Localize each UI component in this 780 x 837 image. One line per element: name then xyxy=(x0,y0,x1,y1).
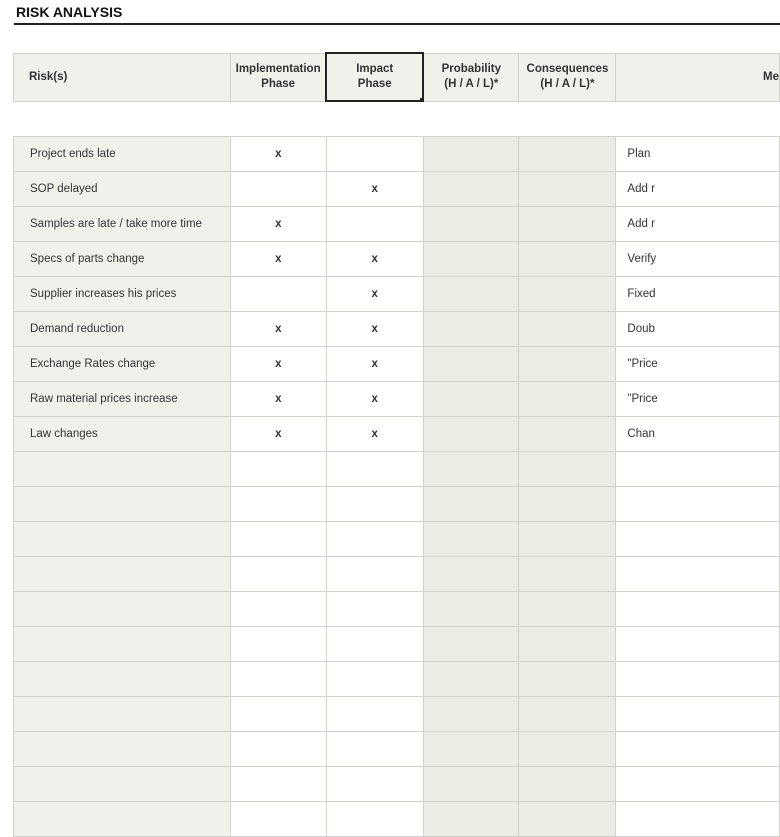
probability-cell[interactable] xyxy=(423,627,519,662)
measure-cell[interactable] xyxy=(616,732,780,767)
consequences-cell[interactable] xyxy=(519,522,616,557)
measure-text: Chan xyxy=(627,427,655,440)
table-row xyxy=(14,417,780,452)
header-consequences-line2: (H / A / L)* xyxy=(540,78,595,90)
probability-cell[interactable] xyxy=(423,732,519,767)
impact-cell[interactable] xyxy=(326,487,423,522)
measure-cell[interactable] xyxy=(616,592,780,627)
probability-cell[interactable] xyxy=(423,207,519,242)
consequences-cell[interactable] xyxy=(519,627,616,662)
risk-cell[interactable] xyxy=(14,732,231,767)
probability-cell[interactable] xyxy=(423,172,519,207)
probability-cell[interactable] xyxy=(423,347,519,382)
risk-cell[interactable] xyxy=(14,627,231,662)
table-row xyxy=(14,522,780,557)
measure-cell[interactable] xyxy=(616,767,780,802)
probability-cell[interactable] xyxy=(423,557,519,592)
implementation-cell[interactable] xyxy=(230,627,326,662)
impact-cell[interactable] xyxy=(326,767,423,802)
consequences-cell[interactable] xyxy=(519,452,616,487)
measure-text: "Price xyxy=(627,392,658,405)
consequences-cell[interactable] xyxy=(519,732,616,767)
probability-cell[interactable] xyxy=(423,452,519,487)
measure-cell[interactable] xyxy=(616,417,780,452)
table-row xyxy=(14,627,780,662)
risk-cell[interactable] xyxy=(14,557,231,592)
implementation-cell[interactable] xyxy=(230,557,326,592)
risk-cell[interactable] xyxy=(14,452,231,487)
impact-cell[interactable] xyxy=(326,732,423,767)
table-row xyxy=(14,767,780,802)
consequences-cell[interactable] xyxy=(519,207,616,242)
measure-cell[interactable] xyxy=(616,557,780,592)
header-spacer xyxy=(14,101,780,137)
probability-cell[interactable] xyxy=(423,592,519,627)
implementation-cell[interactable] xyxy=(230,277,326,312)
impact-cell[interactable] xyxy=(326,557,423,592)
measure-text: Doub xyxy=(627,322,655,335)
measure-cell[interactable] xyxy=(616,487,780,522)
consequences-cell[interactable] xyxy=(519,592,616,627)
risk-cell[interactable]: Exchange Rates change xyxy=(14,347,231,382)
implementation-cell[interactable]: x xyxy=(230,417,326,452)
implementation-cell[interactable] xyxy=(230,767,326,802)
probability-cell[interactable] xyxy=(423,802,519,837)
impact-cell[interactable] xyxy=(326,802,423,837)
measure-text: Verify xyxy=(627,252,657,265)
impact-cell[interactable] xyxy=(326,452,423,487)
consequences-cell[interactable] xyxy=(519,557,616,592)
header-measures[interactable]: Me xyxy=(616,53,780,101)
implementation-cell[interactable]: x xyxy=(230,207,326,242)
header-risk[interactable]: Risk(s) xyxy=(14,53,231,101)
measure-cell[interactable] xyxy=(616,382,780,417)
header-probability-line2: (H / A / L)* xyxy=(444,78,499,90)
probability-cell[interactable] xyxy=(423,417,519,452)
risk-cell[interactable] xyxy=(14,767,231,802)
consequences-cell[interactable] xyxy=(519,802,616,837)
table-row xyxy=(14,697,780,732)
measure-text: Add r xyxy=(627,217,655,230)
implementation-cell[interactable] xyxy=(230,172,326,207)
probability-cell[interactable] xyxy=(423,697,519,732)
header-implementation-line2: Phase xyxy=(261,78,296,90)
measure-cell[interactable] xyxy=(616,207,780,242)
implementation-cell[interactable]: x xyxy=(230,382,326,417)
header-probability-line1: Probability xyxy=(441,63,502,75)
consequences-cell[interactable] xyxy=(519,662,616,697)
measure-cell[interactable] xyxy=(616,697,780,732)
probability-cell[interactable] xyxy=(423,662,519,697)
table-row xyxy=(14,312,780,347)
title-divider xyxy=(14,23,780,25)
impact-cell[interactable]: x xyxy=(326,312,423,347)
probability-cell[interactable] xyxy=(423,487,519,522)
consequences-cell[interactable] xyxy=(519,487,616,522)
table-row xyxy=(14,207,780,242)
consequences-cell[interactable] xyxy=(519,697,616,732)
probability-cell[interactable] xyxy=(423,137,519,172)
measure-text: Plan xyxy=(627,147,651,160)
table-row xyxy=(14,382,780,417)
risk-cell[interactable] xyxy=(14,522,231,557)
table-row xyxy=(14,347,780,382)
table-row xyxy=(14,662,780,697)
consequences-cell[interactable] xyxy=(519,172,616,207)
consequences-cell[interactable] xyxy=(519,242,616,277)
risk-cell[interactable] xyxy=(14,662,231,697)
header-row xyxy=(14,53,780,101)
table-row xyxy=(14,592,780,627)
risk-cell[interactable]: Project ends late xyxy=(14,137,231,172)
spacer-cell xyxy=(616,101,780,137)
selection-fill-handle[interactable] xyxy=(420,98,423,101)
table-row xyxy=(14,557,780,592)
risk-cell[interactable]: Specs of parts change xyxy=(14,242,231,277)
risk-cell[interactable] xyxy=(14,697,231,732)
impact-cell[interactable]: x xyxy=(326,242,423,277)
risk-cell[interactable]: Supplier increases his prices xyxy=(14,277,231,312)
probability-cell[interactable] xyxy=(423,312,519,347)
header-impact-line1: Impact xyxy=(356,63,394,75)
table-body xyxy=(14,101,780,837)
probability-cell[interactable] xyxy=(423,382,519,417)
probability-cell[interactable] xyxy=(423,522,519,557)
risk-cell[interactable]: Raw material prices increase xyxy=(14,382,231,417)
table-row xyxy=(14,172,780,207)
measure-cell[interactable] xyxy=(616,522,780,557)
page-title: RISK ANALYSIS xyxy=(16,4,123,20)
impact-cell[interactable]: x xyxy=(326,347,423,382)
header-consequences-line1: Consequences xyxy=(526,63,609,75)
implementation-cell[interactable] xyxy=(230,592,326,627)
measure-cell[interactable] xyxy=(616,172,780,207)
measure-cell[interactable] xyxy=(616,277,780,312)
impact-cell[interactable]: x xyxy=(326,277,423,312)
impact-cell[interactable] xyxy=(326,697,423,732)
measure-text: "Price xyxy=(627,357,658,370)
impact-cell[interactable]: x xyxy=(326,382,423,417)
impact-cell[interactable] xyxy=(326,137,423,172)
table-row xyxy=(14,277,780,312)
spacer-cell xyxy=(423,101,519,137)
risk-cell[interactable]: Law changes xyxy=(14,417,231,452)
risk-table xyxy=(13,52,780,837)
spacer-cell xyxy=(326,101,423,137)
header-consequences[interactable] xyxy=(519,53,616,101)
probability-cell[interactable] xyxy=(423,242,519,277)
implementation-cell[interactable] xyxy=(230,802,326,837)
table-row xyxy=(14,732,780,767)
spacer-cell xyxy=(519,101,616,137)
measure-cell[interactable] xyxy=(616,242,780,277)
implementation-cell[interactable] xyxy=(230,662,326,697)
table-row xyxy=(14,452,780,487)
implementation-cell[interactable] xyxy=(230,697,326,732)
measure-text: Add r xyxy=(627,182,655,195)
header-impact-phase-selected[interactable] xyxy=(326,53,423,101)
implementation-cell[interactable] xyxy=(230,487,326,522)
measure-cell[interactable] xyxy=(616,312,780,347)
impact-cell[interactable] xyxy=(326,592,423,627)
consequences-cell[interactable] xyxy=(519,767,616,802)
consequences-cell[interactable] xyxy=(519,312,616,347)
impact-cell[interactable] xyxy=(326,627,423,662)
consequences-cell[interactable] xyxy=(519,382,616,417)
risk-cell[interactable] xyxy=(14,592,231,627)
risk-cell[interactable] xyxy=(14,802,231,837)
implementation-cell[interactable] xyxy=(230,522,326,557)
probability-cell[interactable] xyxy=(423,767,519,802)
risk-cell[interactable]: Samples are late / take more time xyxy=(14,207,231,242)
table-row xyxy=(14,137,780,172)
measure-cell[interactable] xyxy=(616,137,780,172)
implementation-cell[interactable] xyxy=(230,452,326,487)
implementation-cell[interactable] xyxy=(230,732,326,767)
risk-cell[interactable] xyxy=(14,487,231,522)
header-implementation-phase[interactable] xyxy=(230,53,326,101)
spacer-cell xyxy=(230,101,326,137)
impact-cell[interactable]: x xyxy=(326,172,423,207)
risk-cell[interactable]: Demand reduction xyxy=(14,312,231,347)
consequences-cell[interactable] xyxy=(519,277,616,312)
measure-cell[interactable] xyxy=(616,802,780,837)
measure-cell[interactable] xyxy=(616,662,780,697)
header-impact-line2: Phase xyxy=(357,78,392,90)
impact-cell[interactable] xyxy=(326,662,423,697)
consequences-cell[interactable] xyxy=(519,137,616,172)
impact-cell[interactable] xyxy=(326,207,423,242)
impact-cell[interactable] xyxy=(326,522,423,557)
risk-cell[interactable]: SOP delayed xyxy=(14,172,231,207)
table-row xyxy=(14,802,780,837)
implementation-cell[interactable]: x xyxy=(230,137,326,172)
header-implementation-line1: Implementation xyxy=(235,63,321,75)
measure-cell[interactable] xyxy=(616,452,780,487)
implementation-cell[interactable]: x xyxy=(230,242,326,277)
spacer-cell xyxy=(14,101,231,137)
measure-cell[interactable] xyxy=(616,627,780,662)
measure-text: Fixed xyxy=(627,287,656,300)
consequences-cell[interactable] xyxy=(519,417,616,452)
consequences-cell[interactable] xyxy=(519,347,616,382)
header-probability[interactable] xyxy=(423,53,519,101)
measure-cell[interactable] xyxy=(616,347,780,382)
table-row xyxy=(14,242,780,277)
implementation-cell[interactable]: x xyxy=(230,312,326,347)
impact-cell[interactable]: x xyxy=(326,417,423,452)
table-row xyxy=(14,487,780,522)
probability-cell[interactable] xyxy=(423,277,519,312)
implementation-cell[interactable]: x xyxy=(230,347,326,382)
